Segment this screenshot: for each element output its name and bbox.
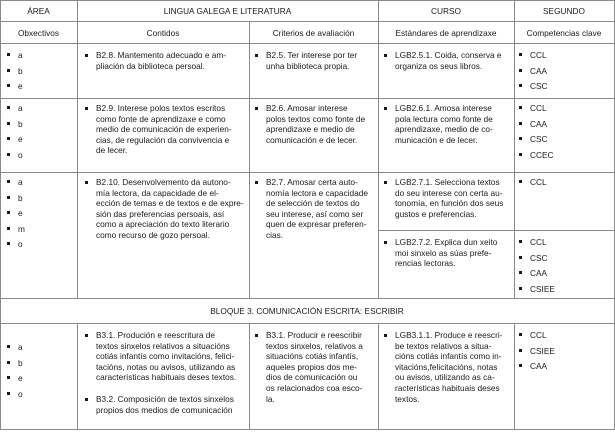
grid-line bbox=[514, 0, 515, 299]
content-text: características habituais deses textos. bbox=[96, 372, 237, 383]
objective-item bbox=[7, 239, 23, 250]
bullet-icon bbox=[519, 153, 522, 156]
standard-text: rencias lectoras. bbox=[395, 258, 456, 269]
subheader-competences: Competencias clave bbox=[526, 28, 602, 38]
criteria-text: cias. bbox=[266, 230, 284, 240]
objective-item-label: b bbox=[18, 192, 23, 203]
competence-item bbox=[519, 330, 547, 341]
competence-item bbox=[519, 284, 555, 295]
competence-item bbox=[519, 103, 547, 114]
grid-line bbox=[0, 298, 615, 299]
bullet-icon bbox=[519, 333, 522, 336]
grid-line bbox=[77, 323, 78, 430]
grid-line bbox=[0, 429, 615, 430]
bullet-icon bbox=[85, 107, 88, 110]
bullet-icon bbox=[85, 398, 88, 401]
bullet-icon bbox=[519, 271, 522, 274]
objective-item-label: e bbox=[18, 81, 23, 91]
objective-item bbox=[7, 134, 23, 145]
content-text: B3.2. Composición de textos sinxelos bbox=[96, 394, 234, 404]
bullet-icon bbox=[7, 211, 10, 214]
objective-item bbox=[7, 342, 23, 353]
bullet-icon bbox=[519, 349, 522, 352]
header-area: ÁREA bbox=[27, 6, 50, 16]
objective-item bbox=[7, 150, 23, 161]
content-text: tacións, notas ou avisos, utilizando as bbox=[96, 361, 236, 372]
objective-item bbox=[7, 103, 23, 114]
bullet-icon bbox=[519, 256, 522, 259]
competence-item-label: CSC bbox=[530, 134, 548, 144]
bullet-icon bbox=[519, 122, 522, 125]
competence-item-label: CSC bbox=[530, 81, 548, 91]
grid-line bbox=[0, 0, 615, 1]
competence-item-label: CCEC bbox=[530, 149, 554, 160]
competence-item-label: CCL bbox=[530, 103, 547, 113]
content-text: B2.8. Mantemento adecuado e am- bbox=[96, 50, 227, 60]
standard-text: LGB2.5.1. Coida, conserva e bbox=[395, 50, 502, 60]
competence-item bbox=[519, 150, 554, 161]
standard-text: gustos e preferencias. bbox=[395, 208, 477, 219]
objective-item-label: a bbox=[18, 342, 23, 352]
competence-item-label: CAA bbox=[530, 268, 548, 278]
criteria-text: B2.7. Amosar certa auto- bbox=[266, 177, 358, 187]
competence-item bbox=[519, 66, 547, 77]
criteria-text: seu interese, así como ser bbox=[266, 208, 364, 219]
bullet-icon bbox=[255, 334, 258, 337]
subheader-contents: Contidos bbox=[146, 28, 180, 38]
standard-text: be textos relativos a situa- bbox=[395, 340, 492, 351]
competence-item bbox=[519, 253, 548, 264]
criteria-text: de selección de textos do bbox=[266, 198, 360, 209]
grid-line bbox=[0, 172, 615, 173]
bullet-icon bbox=[519, 106, 522, 109]
bullet-icon bbox=[255, 54, 258, 57]
objective-item-label: o bbox=[18, 239, 23, 249]
competence-item-label: CCL bbox=[530, 50, 547, 60]
competence-item bbox=[519, 177, 547, 188]
grid-line bbox=[514, 323, 515, 430]
bullet-icon bbox=[7, 392, 10, 395]
criteria-text: aqueles propios dos me- bbox=[266, 361, 357, 372]
content-text: como recurso de gozo persoal. bbox=[96, 230, 210, 240]
standard-text: LGB2.7.2. Explica dun xeito bbox=[395, 237, 498, 247]
standard-text: municación e de lecer. bbox=[395, 134, 478, 145]
competence-item bbox=[519, 237, 547, 248]
objective-item bbox=[7, 81, 23, 92]
bullet-icon bbox=[7, 345, 10, 348]
competence-item-label: CAA bbox=[530, 65, 548, 76]
objective-item bbox=[7, 208, 23, 219]
bullet-icon bbox=[384, 241, 387, 244]
content-text: ección de temas e de textos e de expre- bbox=[96, 198, 244, 209]
objective-item-label: b bbox=[18, 357, 23, 368]
standard-text: pola lectura como fonte de bbox=[395, 113, 493, 124]
objective-item-label: o bbox=[18, 388, 23, 399]
content-text: como a apreciación do texto literario bbox=[96, 219, 230, 230]
competence-item-label: CSC bbox=[530, 252, 548, 263]
grid-line bbox=[0, 0, 1, 430]
standard-text: LGB3.1.1. Produce e reescri- bbox=[395, 330, 503, 340]
criteria-text: textos sinxelos, relativos a bbox=[266, 340, 363, 351]
standard-text: racterísticas habituais deses bbox=[395, 383, 500, 393]
bullet-icon bbox=[85, 334, 88, 337]
bullet-icon bbox=[255, 107, 258, 110]
criteria-text: B3.1. Producir e reescribir bbox=[266, 330, 362, 340]
competence-item bbox=[519, 50, 547, 61]
bullet-icon bbox=[7, 137, 10, 140]
bullet-icon bbox=[384, 54, 387, 57]
bullet-icon bbox=[7, 242, 10, 245]
competence-item-label: CCL bbox=[530, 177, 547, 187]
bullet-icon bbox=[519, 240, 522, 243]
grid-line bbox=[378, 230, 615, 231]
objective-item bbox=[7, 389, 23, 400]
bullet-icon bbox=[519, 364, 522, 367]
content-text: propios dos medios de comunicación bbox=[96, 404, 233, 415]
bullet-icon bbox=[519, 69, 522, 72]
grid-line bbox=[249, 323, 250, 430]
criteria-text: comunicación e de lecer. bbox=[266, 134, 358, 145]
content-text: B2.9. Interese polos textos escritos bbox=[96, 103, 226, 113]
bullet-icon bbox=[85, 54, 88, 57]
content-text: textos sinxelos relativos a situacións bbox=[96, 340, 230, 351]
competence-item-label: CAA bbox=[530, 118, 548, 129]
block-title: BLOQUE 3. COMUNICACIÓN ESCRITA: ESCRIBIR bbox=[210, 306, 404, 316]
objective-item-label: a bbox=[18, 177, 23, 187]
content-text: cias, de regulación da convivencia e bbox=[96, 134, 230, 145]
criteria-text: situacións cotiás infantís, bbox=[266, 351, 359, 362]
criteria-text: os relacionados coa esco- bbox=[266, 383, 363, 393]
standard-text: vitacións,felicitacións, notas bbox=[395, 361, 498, 372]
objective-item-label: e bbox=[18, 208, 23, 218]
competence-item bbox=[519, 134, 548, 145]
header-year: SEGUNDO bbox=[543, 6, 585, 16]
standard-text: tonomía, en función dos seus bbox=[395, 198, 504, 209]
standard-text: textos. bbox=[395, 393, 420, 404]
content-text: de lecer. bbox=[96, 145, 128, 156]
content-text: sión das preferencias persoais, así bbox=[96, 208, 225, 219]
standard-text: organiza os seus libros. bbox=[395, 60, 483, 71]
criteria-text: unha biblioteca propia. bbox=[266, 60, 350, 71]
bullet-icon bbox=[519, 53, 522, 56]
bullet-icon bbox=[7, 376, 10, 379]
grid-line bbox=[378, 323, 379, 430]
content-text: como fonte de aprendizaxe e como bbox=[96, 113, 226, 124]
objective-item-label: b bbox=[18, 118, 23, 129]
competence-item-label: CAA bbox=[530, 361, 548, 371]
criteria-text: la. bbox=[266, 393, 275, 404]
criteria-text: aprendizaxe e medio de bbox=[266, 124, 355, 135]
objective-item-label: a bbox=[18, 103, 23, 113]
bullet-icon bbox=[7, 196, 10, 199]
bullet-icon bbox=[384, 181, 387, 184]
standard-text: LGB2.7.1. Selecciona textos bbox=[395, 177, 500, 187]
criteria-text: polos textos como fonte de bbox=[266, 113, 366, 124]
bullet-icon bbox=[7, 153, 10, 156]
bullet-icon bbox=[7, 106, 10, 109]
competence-item-label: CSIEE bbox=[530, 345, 555, 356]
standard-text: LGB2.6.1. Amosa interese bbox=[395, 103, 492, 113]
bullet-icon bbox=[7, 53, 10, 56]
objective-item bbox=[7, 193, 23, 204]
bullet-icon bbox=[384, 107, 387, 110]
grid-line bbox=[378, 0, 379, 299]
grid-line bbox=[0, 43, 615, 44]
competence-item bbox=[519, 81, 548, 92]
header-subject: LINGUA GALEGA E LITERATURA bbox=[163, 6, 292, 16]
objective-item bbox=[7, 358, 23, 369]
subheader-standards: Estándares de aprendizaxe bbox=[395, 28, 497, 38]
grid-line bbox=[77, 0, 78, 299]
bullet-icon bbox=[519, 287, 522, 290]
objective-item-label: a bbox=[18, 50, 23, 60]
standard-text: ou avisos, utilizando as ca- bbox=[395, 372, 495, 383]
objective-item bbox=[7, 224, 25, 235]
objective-item bbox=[7, 119, 23, 130]
bullet-icon bbox=[7, 122, 10, 125]
competence-item-label: CCL bbox=[530, 237, 547, 247]
criteria-text: B2.6. Amosar interese bbox=[266, 103, 348, 113]
content-text: B3.1. Produción e reescritura de bbox=[96, 330, 215, 340]
objective-item-label: e bbox=[18, 134, 23, 144]
criteria-text: dios de comunicación ou bbox=[266, 372, 358, 383]
standard-text: moi sinxelo as súas prefe- bbox=[395, 247, 492, 258]
header-course: CURSO bbox=[431, 6, 461, 16]
standard-text: aprendizaxe, medio de co- bbox=[395, 124, 493, 135]
content-text: cotiás infantís como invitacións, felici- bbox=[96, 351, 235, 362]
competence-item bbox=[519, 268, 547, 279]
grid-line bbox=[249, 21, 250, 299]
bullet-icon bbox=[255, 181, 258, 184]
objective-item-label: e bbox=[18, 373, 23, 383]
grid-line bbox=[0, 98, 615, 99]
subheader-objectives: Obxectivos bbox=[17, 28, 60, 38]
content-text: mía lectora, da capacidade de el- bbox=[96, 187, 219, 198]
grid-line bbox=[0, 323, 615, 324]
objective-item bbox=[7, 50, 23, 61]
criteria-text: quen de expresar preferen- bbox=[266, 219, 367, 230]
bullet-icon bbox=[7, 84, 10, 87]
standard-text: cións cotiás infantís como in- bbox=[395, 351, 502, 362]
criteria-text: nomía lectora e capacidade bbox=[266, 187, 368, 198]
criteria-text: B2.5. Ter interese por ter bbox=[266, 50, 358, 60]
grid-line bbox=[0, 21, 615, 22]
bullet-icon bbox=[519, 180, 522, 183]
objective-item bbox=[7, 66, 23, 77]
competence-item-label: CCL bbox=[530, 330, 547, 340]
objective-item bbox=[7, 177, 23, 188]
subheader-criteria: Criterios de avaliación bbox=[272, 28, 355, 38]
bullet-icon bbox=[384, 334, 387, 337]
bullet-icon bbox=[519, 84, 522, 87]
bullet-icon bbox=[519, 137, 522, 140]
content-text: pliación da biblioteca persoal. bbox=[96, 60, 205, 71]
standard-text: do seu interese con certa au- bbox=[395, 187, 503, 198]
competence-item bbox=[519, 346, 555, 357]
objective-item-label: o bbox=[18, 149, 23, 160]
objective-item-label: b bbox=[18, 65, 23, 76]
competence-item bbox=[519, 361, 547, 372]
bullet-icon bbox=[7, 227, 10, 230]
bullet-icon bbox=[7, 69, 10, 72]
competence-item bbox=[519, 119, 547, 130]
bullet-icon bbox=[7, 180, 10, 183]
objective-item bbox=[7, 373, 23, 384]
objective-item-label: m bbox=[18, 223, 25, 234]
content-text: medio de comunicación de experien- bbox=[96, 124, 232, 135]
bullet-icon bbox=[85, 181, 88, 184]
competence-item-label: CSIEE bbox=[530, 283, 555, 294]
content-text: B2.10. Desenvolvemento da autono- bbox=[96, 177, 231, 187]
bullet-icon bbox=[7, 361, 10, 364]
